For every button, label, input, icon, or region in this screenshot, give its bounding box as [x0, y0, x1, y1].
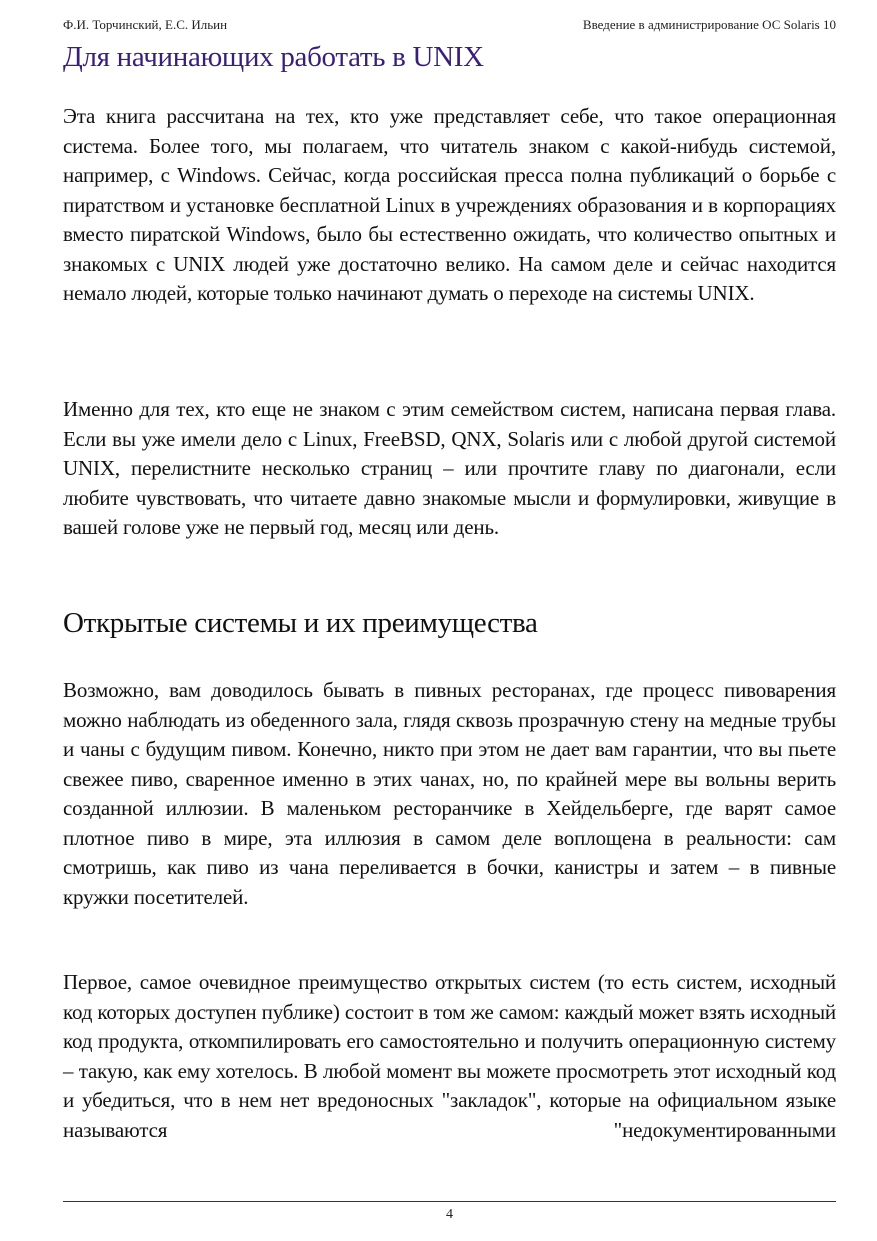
body-paragraph: Именно для тех, кто еще не знаком с этим семейством систем, написана первая глава. Если вы уже имели дело с Linux, FreeBSD, QNX, Solaris или с любой другой системой UNIX, перелистните несколько страниц – или прочтите главу по диагонали, если любите чувствовать, что читаете давно знакомые мысли и формулировки, живущие в вашей голове уже не первый год, месяц или день.	[63, 397, 836, 539]
header-book-title: Введение в администрирование ОС Solaris 10	[582, 17, 836, 32]
footer-divider	[63, 1201, 836, 1202]
body-paragraph: Первое, самое очевидное преимущество открытых систем (то есть систем, исходный код которых доступен публике) состоит в том же самом: каждый может взять исходный код продукта, откомпилировать его самостоятельно и получить операционную систему – такую, как ему хотелось. В любой момент вы можете просмотреть этот исходный код и убедиться, что в нем нет вредоносных "закладок", которые на официальном языке называются "недокументированными	[63, 970, 836, 1142]
section-title: Открытые системы и их преимущества	[63, 607, 538, 639]
document-page	[63, 0, 836, 1241]
page-number: 4	[446, 1207, 453, 1222]
body-paragraph: Возможно, вам доводилось бывать в пивных ресторанах, где процесс пивоварения можно наблюдать из обеденного зала, глядя сквозь прозрачную стену на медные трубы и чаны с будущим пивом. Конечно, никто при этом не дает вам гарантии, что вы пьете свежее пиво, сваренное именно в этих чанах, но, по крайней мере вы вольны верить созданной иллюзии. В маленьком ресторанчике в Хейдельберге, где варят самое плотное пиво в мире, эта иллюзия в самом деле воплощена в реальности: сам смотришь, как пиво из чана переливается в бочки, канистры и затем – в пивные кружки посетителей.	[63, 678, 836, 909]
body-paragraph: Эта книга рассчитана на тех, кто уже представляет себе, что такое операционная система. Более того, мы полагаем, что читатель знаком с какой-нибудь системой, например, с Windows. Сейчас, когда российская пресса полна публикаций о борьбе с пиратством и установке бесплатной Linux в учреждениях образования и в корпорациях вместо пиратской Windows, было бы естественно ожидать, что количество опытных и знакомых с UNIX людей уже достаточно велико. На самом деле и сейчас находится немало людей, которые только начинают думать о переходе на системы UNIX.	[63, 104, 836, 305]
chapter-title: Для начинающих работать в UNIX	[63, 41, 484, 73]
header-authors: Ф.И. Торчинский, Е.С. Ильин	[63, 17, 228, 32]
